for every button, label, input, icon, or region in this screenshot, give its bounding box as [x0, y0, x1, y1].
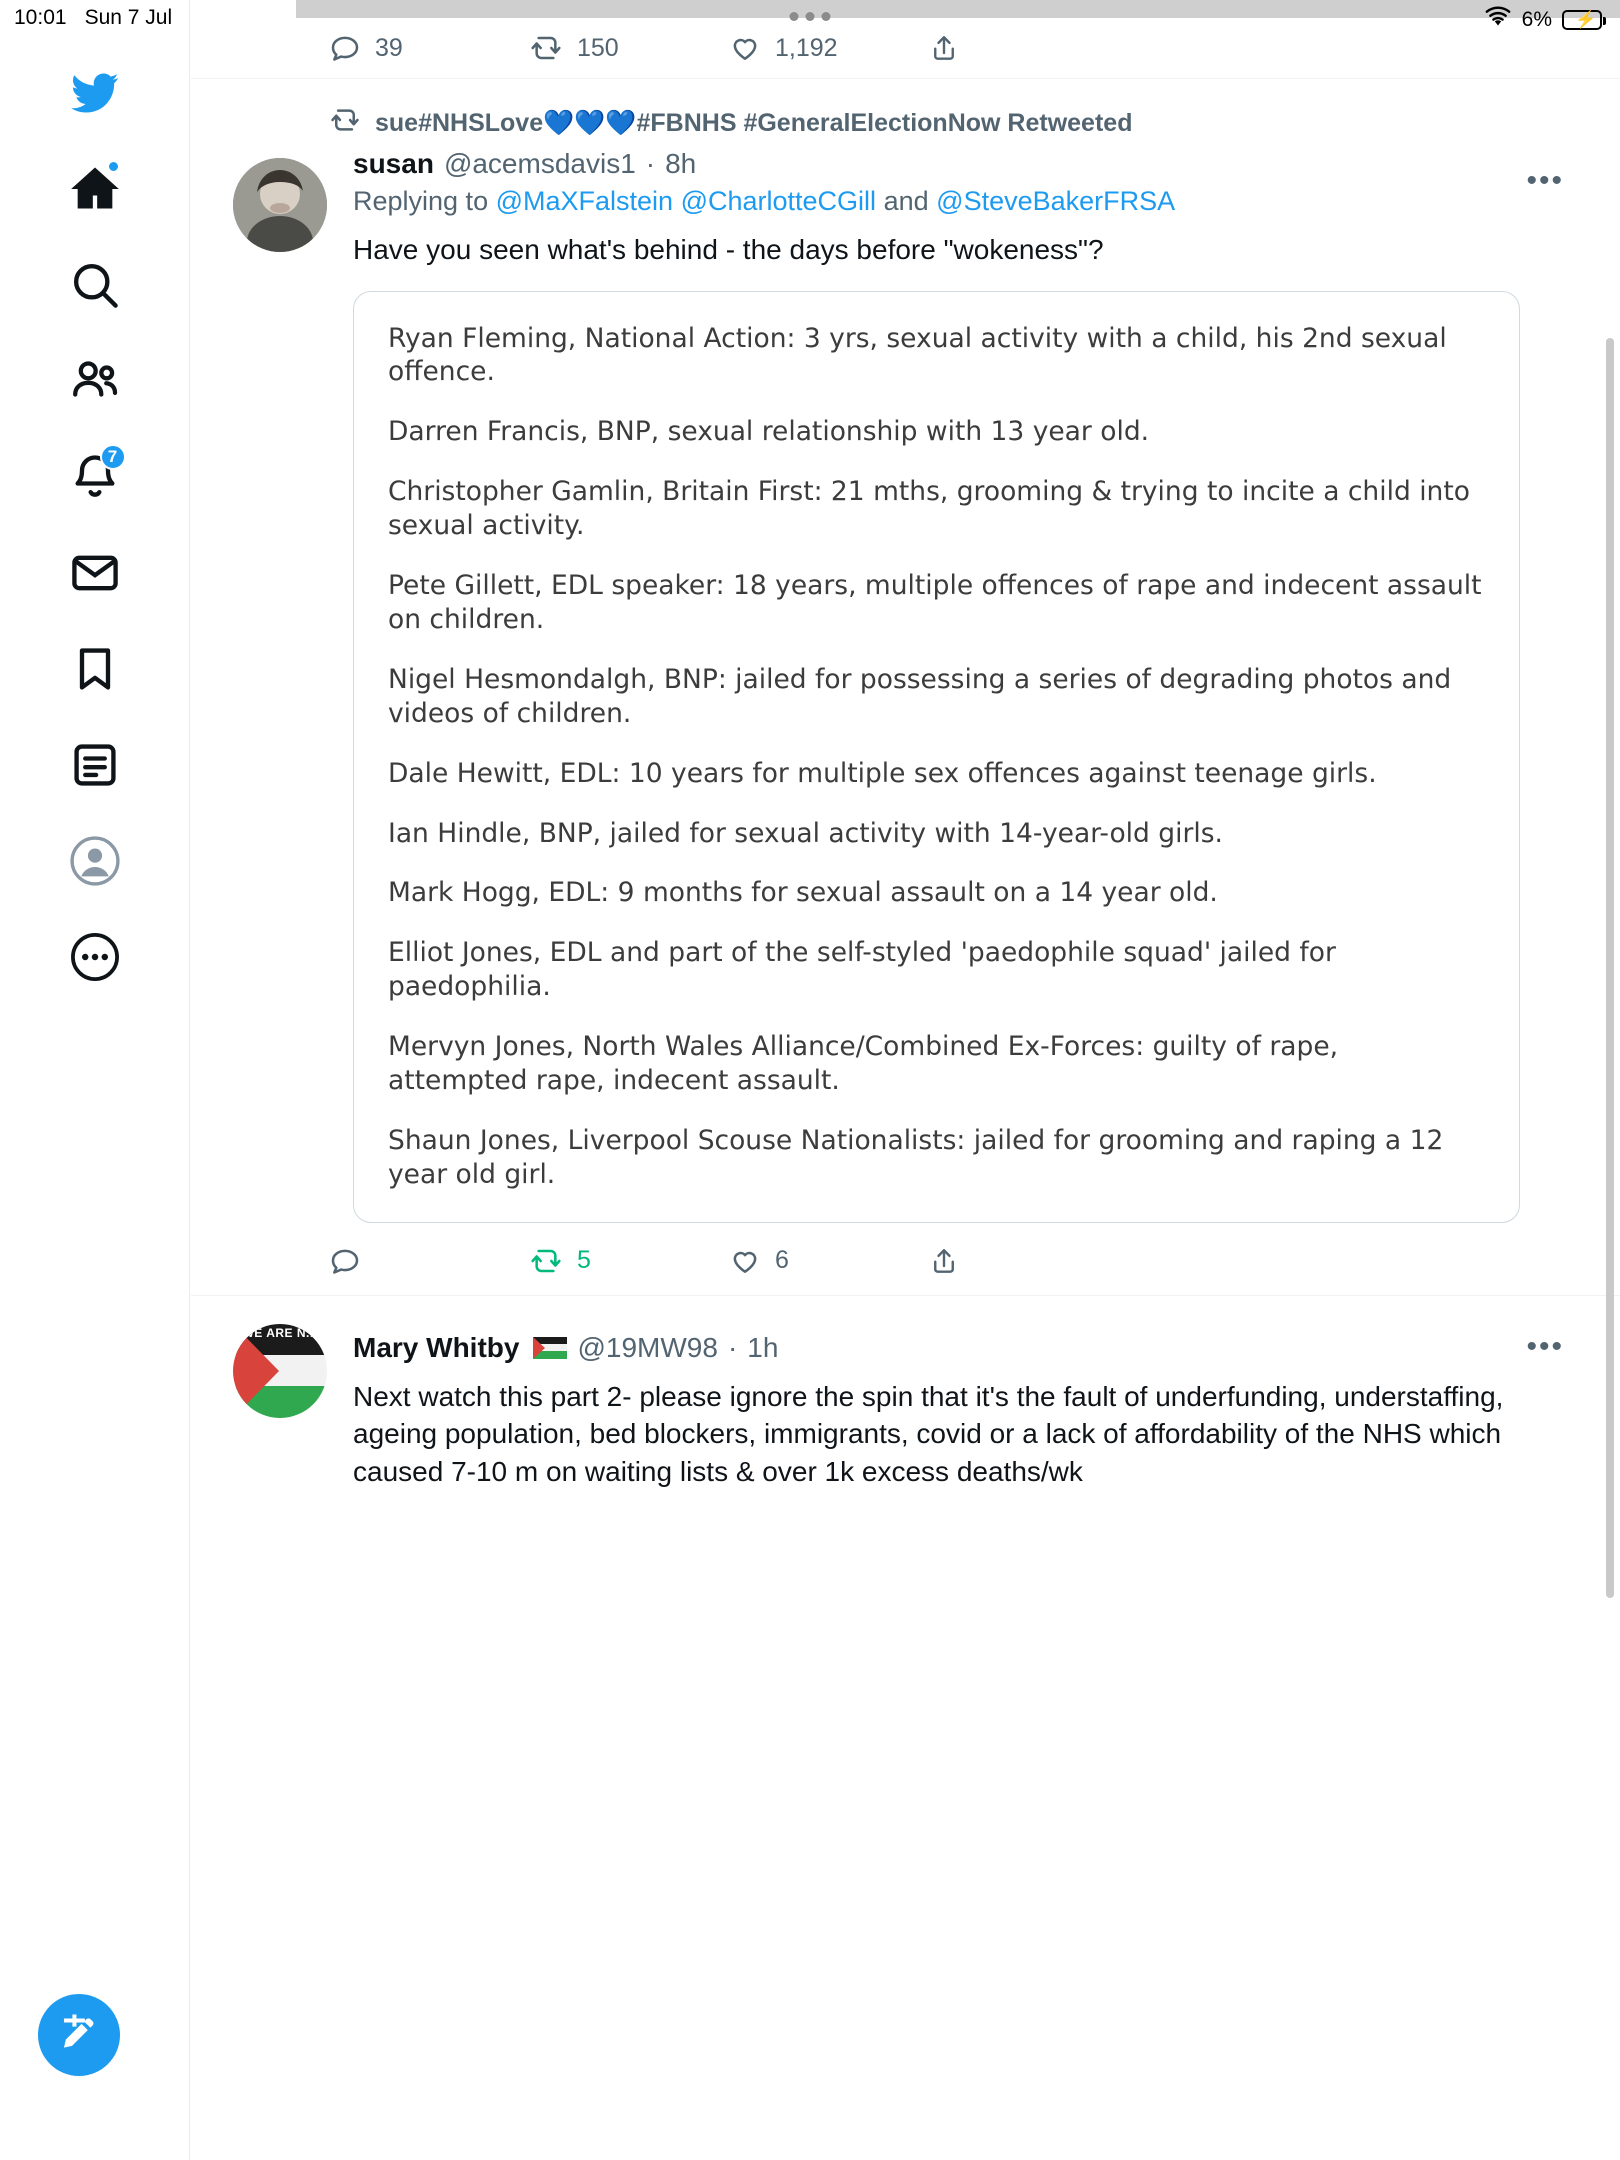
sidebar-item-messages[interactable] [56, 534, 134, 612]
battery-percent: 6% [1521, 8, 1552, 31]
retweet-icon [529, 1245, 563, 1277]
sidebar-item-notifications[interactable] [56, 438, 134, 516]
communities-icon [68, 354, 122, 408]
battery-charging-icon: ⚡ [1562, 10, 1602, 30]
sidebar-item-communities[interactable] [56, 342, 134, 420]
date: Sun 7 Jul [84, 6, 173, 29]
card-line-6: Dale Hewitt, EDL: 10 years for multiple sex offences against teenage girls. [388, 757, 1377, 789]
card-line-2: Darren Francis, BNP, sexual relationship with 13 year old. [388, 416, 1150, 448]
wifi-icon [1484, 6, 1512, 34]
avatar[interactable] [233, 158, 327, 252]
sidebar-item-lists[interactable] [56, 726, 134, 804]
profile-avatar-icon [70, 836, 120, 886]
reply-action-susan[interactable] [329, 1245, 529, 1277]
compose-icon [57, 2011, 101, 2060]
lists-icon [69, 739, 121, 791]
heart-icon [729, 1245, 761, 1277]
retweet-count-top: 150 [577, 33, 619, 62]
replying-and: and [883, 186, 929, 216]
status-bar-right [1484, 6, 1602, 34]
author-display-name[interactable]: susan [353, 148, 434, 179]
envelope-icon [69, 547, 121, 599]
tweet-timestamp: 1h [747, 1331, 779, 1363]
card-line-10: Mervyn Jones, North Wales Alliance/Combined Ex-Forces: guilty of rape, attempted rape, indecent assault. [388, 1031, 1339, 1097]
retweet-small-icon [329, 105, 361, 142]
mention-stevebakerfrsa[interactable]: @SteveBakerFRSA [936, 186, 1176, 216]
search-icon [69, 259, 121, 311]
mention-charlottecgill[interactable]: @CharlotteCGill [680, 186, 877, 216]
tweet-more-icon-mary[interactable]: ••• [1526, 1329, 1564, 1363]
tweet-text-mary: Next watch this part 2- please ignore the spin that it's the fault of underfunding, understaffing, ageing population, bed blockers, immigrants, covid or a lack of affordability of the NHS which caused 7-10 m on waiting lists & over 1k excess deaths/wk [353, 1380, 1504, 1487]
card-line-3: Christopher Gamlin, Britain First: 21 mths, grooming & trying to incite a child into sexual activity. [388, 476, 1470, 542]
card-line-9: Elliot Jones, EDL and part of the self-styled 'paedophile squad' jailed for paedophilia. [388, 937, 1336, 1003]
tweet-susan[interactable] [191, 148, 1620, 1295]
twitter-bird-icon[interactable] [56, 54, 134, 132]
palestine-flag-icon [533, 1337, 567, 1359]
tweet-more-icon-susan[interactable]: ••• [1526, 164, 1564, 197]
status-bar [0, 0, 1620, 40]
tweet-image-card[interactable] [353, 291, 1520, 1223]
like-action-susan[interactable] [729, 1245, 929, 1277]
retweet-context-label: sue#NHSLove💙💙💙#FBNHS #GeneralElectionNow Retweeted [375, 109, 1133, 137]
author-handle[interactable]: @19MW98 [577, 1331, 718, 1363]
share-action-susan[interactable] [929, 1245, 1129, 1277]
clock: 10:01 [14, 6, 67, 29]
home-unread-dot [107, 160, 120, 173]
sidebar-item-profile[interactable] [56, 822, 134, 900]
dot-separator: · [645, 148, 656, 179]
dot-separator: · [727, 1331, 738, 1363]
avatar-mary-wrap[interactable] [233, 1324, 327, 1418]
window-dots [790, 12, 831, 21]
author-handle[interactable]: @acemsdavis1 [443, 148, 636, 179]
more-circle-icon [70, 932, 120, 982]
tweet-actions-susan [191, 1223, 1580, 1295]
reply-icon [329, 1245, 361, 1277]
sidebar-item-search[interactable] [56, 246, 134, 324]
retweet-context [191, 79, 1620, 148]
sidebar-item-more[interactable] [56, 918, 134, 996]
card-line-4: Pete Gillett, EDL speaker: 18 years, multiple offences of rape and indecent assault on children. [388, 570, 1482, 635]
like-count-susan: 6 [775, 1246, 789, 1275]
card-line-11: Shaun Jones, Liverpool Scouse Nationalists: jailed for grooming and raping a 12 year old girl. [388, 1125, 1444, 1190]
replying-prefix: Replying to [353, 186, 489, 216]
scrollbar[interactable] [1606, 338, 1614, 1598]
compose-tweet-button[interactable] [38, 1994, 120, 2076]
author-display-name[interactable]: Mary Whitby [353, 1331, 520, 1363]
card-line-5: Nigel Hesmondalgh, BNP: jailed for possessing a series of degrading photos and videos of children. [388, 663, 1452, 729]
tweet-author-row [353, 1332, 1520, 1364]
tweet-author-row [353, 148, 1520, 180]
replying-to-line [353, 186, 1520, 217]
timeline [191, 18, 1620, 2160]
retweet-action-susan[interactable] [529, 1245, 729, 1277]
notifications-badge: 7 [100, 444, 126, 470]
sidebar-item-bookmarks[interactable] [56, 630, 134, 708]
avatar-caption: WE ARE N... [242, 1325, 318, 1340]
like-count-top: 1,192 [775, 33, 838, 62]
tweet-text-susan: Have you seen what's behind - the days before "wokeness"? [353, 234, 1104, 265]
avatar-susan-wrap[interactable] [233, 158, 327, 252]
card-line-8: Mark Hogg, EDL: 9 months for sexual assault on a 14 year old. [388, 877, 1218, 909]
sidebar [0, 0, 190, 2160]
mention-maxfalstein[interactable]: @MaXFalstein [495, 186, 674, 216]
status-bar-left [14, 6, 172, 30]
card-line-7: Ian Hindle, BNP, jailed for sexual activity with 14-year-old girls. [388, 817, 1223, 849]
sidebar-item-home[interactable] [56, 150, 134, 228]
tweet-body-mary [353, 1314, 1580, 1491]
bookmark-icon [69, 643, 121, 695]
retweet-count-susan: 5 [577, 1246, 591, 1275]
share-icon [929, 1245, 959, 1277]
tweet-body-susan [353, 148, 1580, 1223]
card-line-1: Ryan Fleming, National Action: 3 yrs, sexual activity with a child, his 2nd sexual offence. [388, 322, 1447, 388]
avatar[interactable] [233, 1324, 327, 1418]
tweet-timestamp: 8h [665, 148, 697, 179]
tweet-mary-whitby[interactable] [191, 1296, 1620, 1491]
reply-count-top: 39 [375, 33, 403, 62]
